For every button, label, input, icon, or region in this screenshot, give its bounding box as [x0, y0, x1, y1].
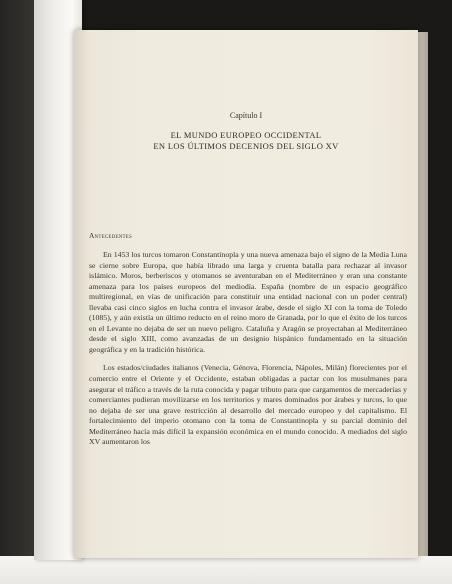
- book-page: [74, 30, 418, 558]
- body-text: [89, 250, 407, 456]
- chapter-title: [74, 130, 418, 152]
- section-heading: Antecedentes: [89, 231, 133, 240]
- paragraph-1: En 1453 los turcos tomaron Constantinopla y una nueva amenaza bajo el signo de la Media Luna se cierne sobre Europa, que había librado una larga y cruenta batalla para rechazar al invasor islámico. Moros, berberiscos y otomanos se aventuraban en el Mediterráneo y eran una constante amenaza para los países europeos del mediodía. España (nombre de un espacio geográfico multiregional, en vías de unificación para constituir una entidad nacional con un poder central) llevaba casi cinco siglos en lucha contra el invasor árabe, desde el siglo XI con la toma de Toledo (1085), y aún existía un último reducto en el reino moro de Granada, por lo que el éxito de los turcos en el Levante no dejaba de ser un nuevo peligro. Cataluña y Aragón se proyectaban al Mediterráneo desde el siglo XIII, como avanzadas de un designio hispánico fundamentado en la situación geográfica y en la tradición histórica.: [89, 250, 407, 354]
- chapter-title-line-1: EL MUNDO EUROPEO OCCIDENTAL: [170, 130, 322, 140]
- chapter-title-line-2: EN LOS ÚLTIMOS DECENIOS DEL SIGLO XV: [153, 141, 339, 151]
- page-stack-edge: [418, 32, 428, 556]
- paragraph-2: Los estados/ciudades italianos (Venecia, Génova, Florencia, Nápoles, Milán) florecientes por el comercio entre el Oriente y el Occidente, estaban obligadas a pactar con los musulmanes para asegurar el tráfico a través de la ruta conocida y pagar tributo para que cargamentos de mercaderías y comerciantes pudieran movilizarse en los territorios y mares dominados por árabes y turcos, lo que no dejaba de ser una grave restricción al desarrollo del mercado europeo y del capitalismo. El fortalecimiento del imperio otomano con la toma de Constantinopla y su parcial dominio del Mediterráneo hacía más difícil la expansión económica en el mundo conocido. A mediados del siglo XV aumentaron los: [89, 363, 407, 447]
- chapter-label: Capítulo I: [229, 111, 263, 120]
- table-surface: [0, 556, 452, 584]
